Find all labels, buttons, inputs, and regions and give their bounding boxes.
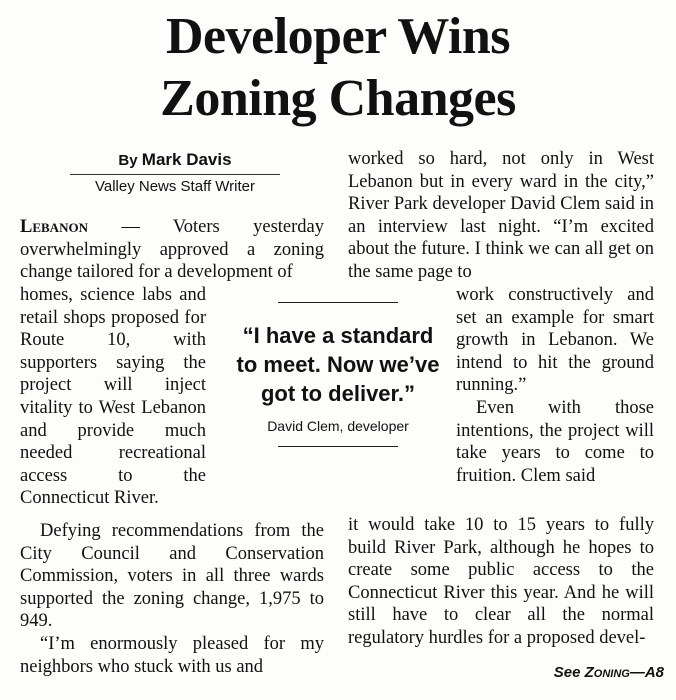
- right-column-bottom: [348, 514, 654, 650]
- headline-line-2: Zoning Changes: [160, 70, 516, 127]
- paragraph-voting-results: Defying recommendations from the City Council and Conservation Commission, voters in all three wards supported the zoning change, 1,975 to 949.: [20, 521, 324, 632]
- byline-author: Mark Davis: [141, 150, 232, 169]
- jump-page: —A8: [629, 664, 664, 681]
- jump-line[interactable]: [554, 664, 664, 681]
- byline-divider: [70, 174, 280, 175]
- paragraph-quote-continued: worked so hard, not only in West Lebanon but in every ward in the city,” River Park developer David Clem said in an interview last night. “I’m excited about the future. I think we can all get on the same page to: [348, 149, 654, 282]
- headline: [0, 6, 676, 130]
- pull-quote-top-rule: [278, 302, 398, 303]
- jump-section: Zoning: [584, 664, 630, 681]
- byline-role: Valley News Staff Writer: [94, 178, 256, 195]
- left-column-top: [20, 216, 324, 284]
- lead-paragraph-start: — Voters yesterday overwhelmingly approved a zoning change tailored for a development of: [20, 217, 324, 283]
- paragraph-timeline-rest: it would take 10 to 15 years to fully build River Park, although he hopes to create some public access to the Connecticut River this year. And he will still have to clear all the normal regulatory hurdles for a proposed devel-: [348, 515, 654, 648]
- right-column-narrow: [456, 284, 654, 487]
- pull-quote-text: “I have a standard to meet. Now we’ve got to deliver.”: [236, 323, 440, 406]
- right-column-top: [348, 148, 654, 284]
- left-column-narrow: [20, 284, 206, 510]
- pull-quote-attribution: David Clem, developer: [267, 418, 409, 434]
- byline-prefix: By: [118, 152, 138, 169]
- byline: [60, 150, 290, 170]
- headline-line-1: Developer Wins: [165, 8, 511, 65]
- left-column-bottom: [20, 520, 324, 678]
- dateline: Lebanon: [20, 217, 88, 237]
- paragraph-quote-start: “I’m enormously pleased for my neighbors who stuck with us and: [20, 633, 324, 677]
- pull-quote-bottom-rule: [278, 446, 398, 447]
- pull-quote: [232, 302, 444, 447]
- byline-block: [60, 150, 290, 195]
- lead-paragraph-narrow: homes, science labs and retail shops proposed for Route 10, with supporters saying the project will inject vitality to West Lebanon and provide much needed recreational access to the Connecticut River.: [20, 285, 206, 509]
- paragraph-timeline-start: Even with those intentions, the project will take years to come to fruition. Clem said: [456, 397, 654, 486]
- paragraph-quote-end: work constructively and set an example for smart growth in Lebanon. We intend to hit the ground running.”: [456, 285, 654, 396]
- jump-see: See: [553, 664, 581, 681]
